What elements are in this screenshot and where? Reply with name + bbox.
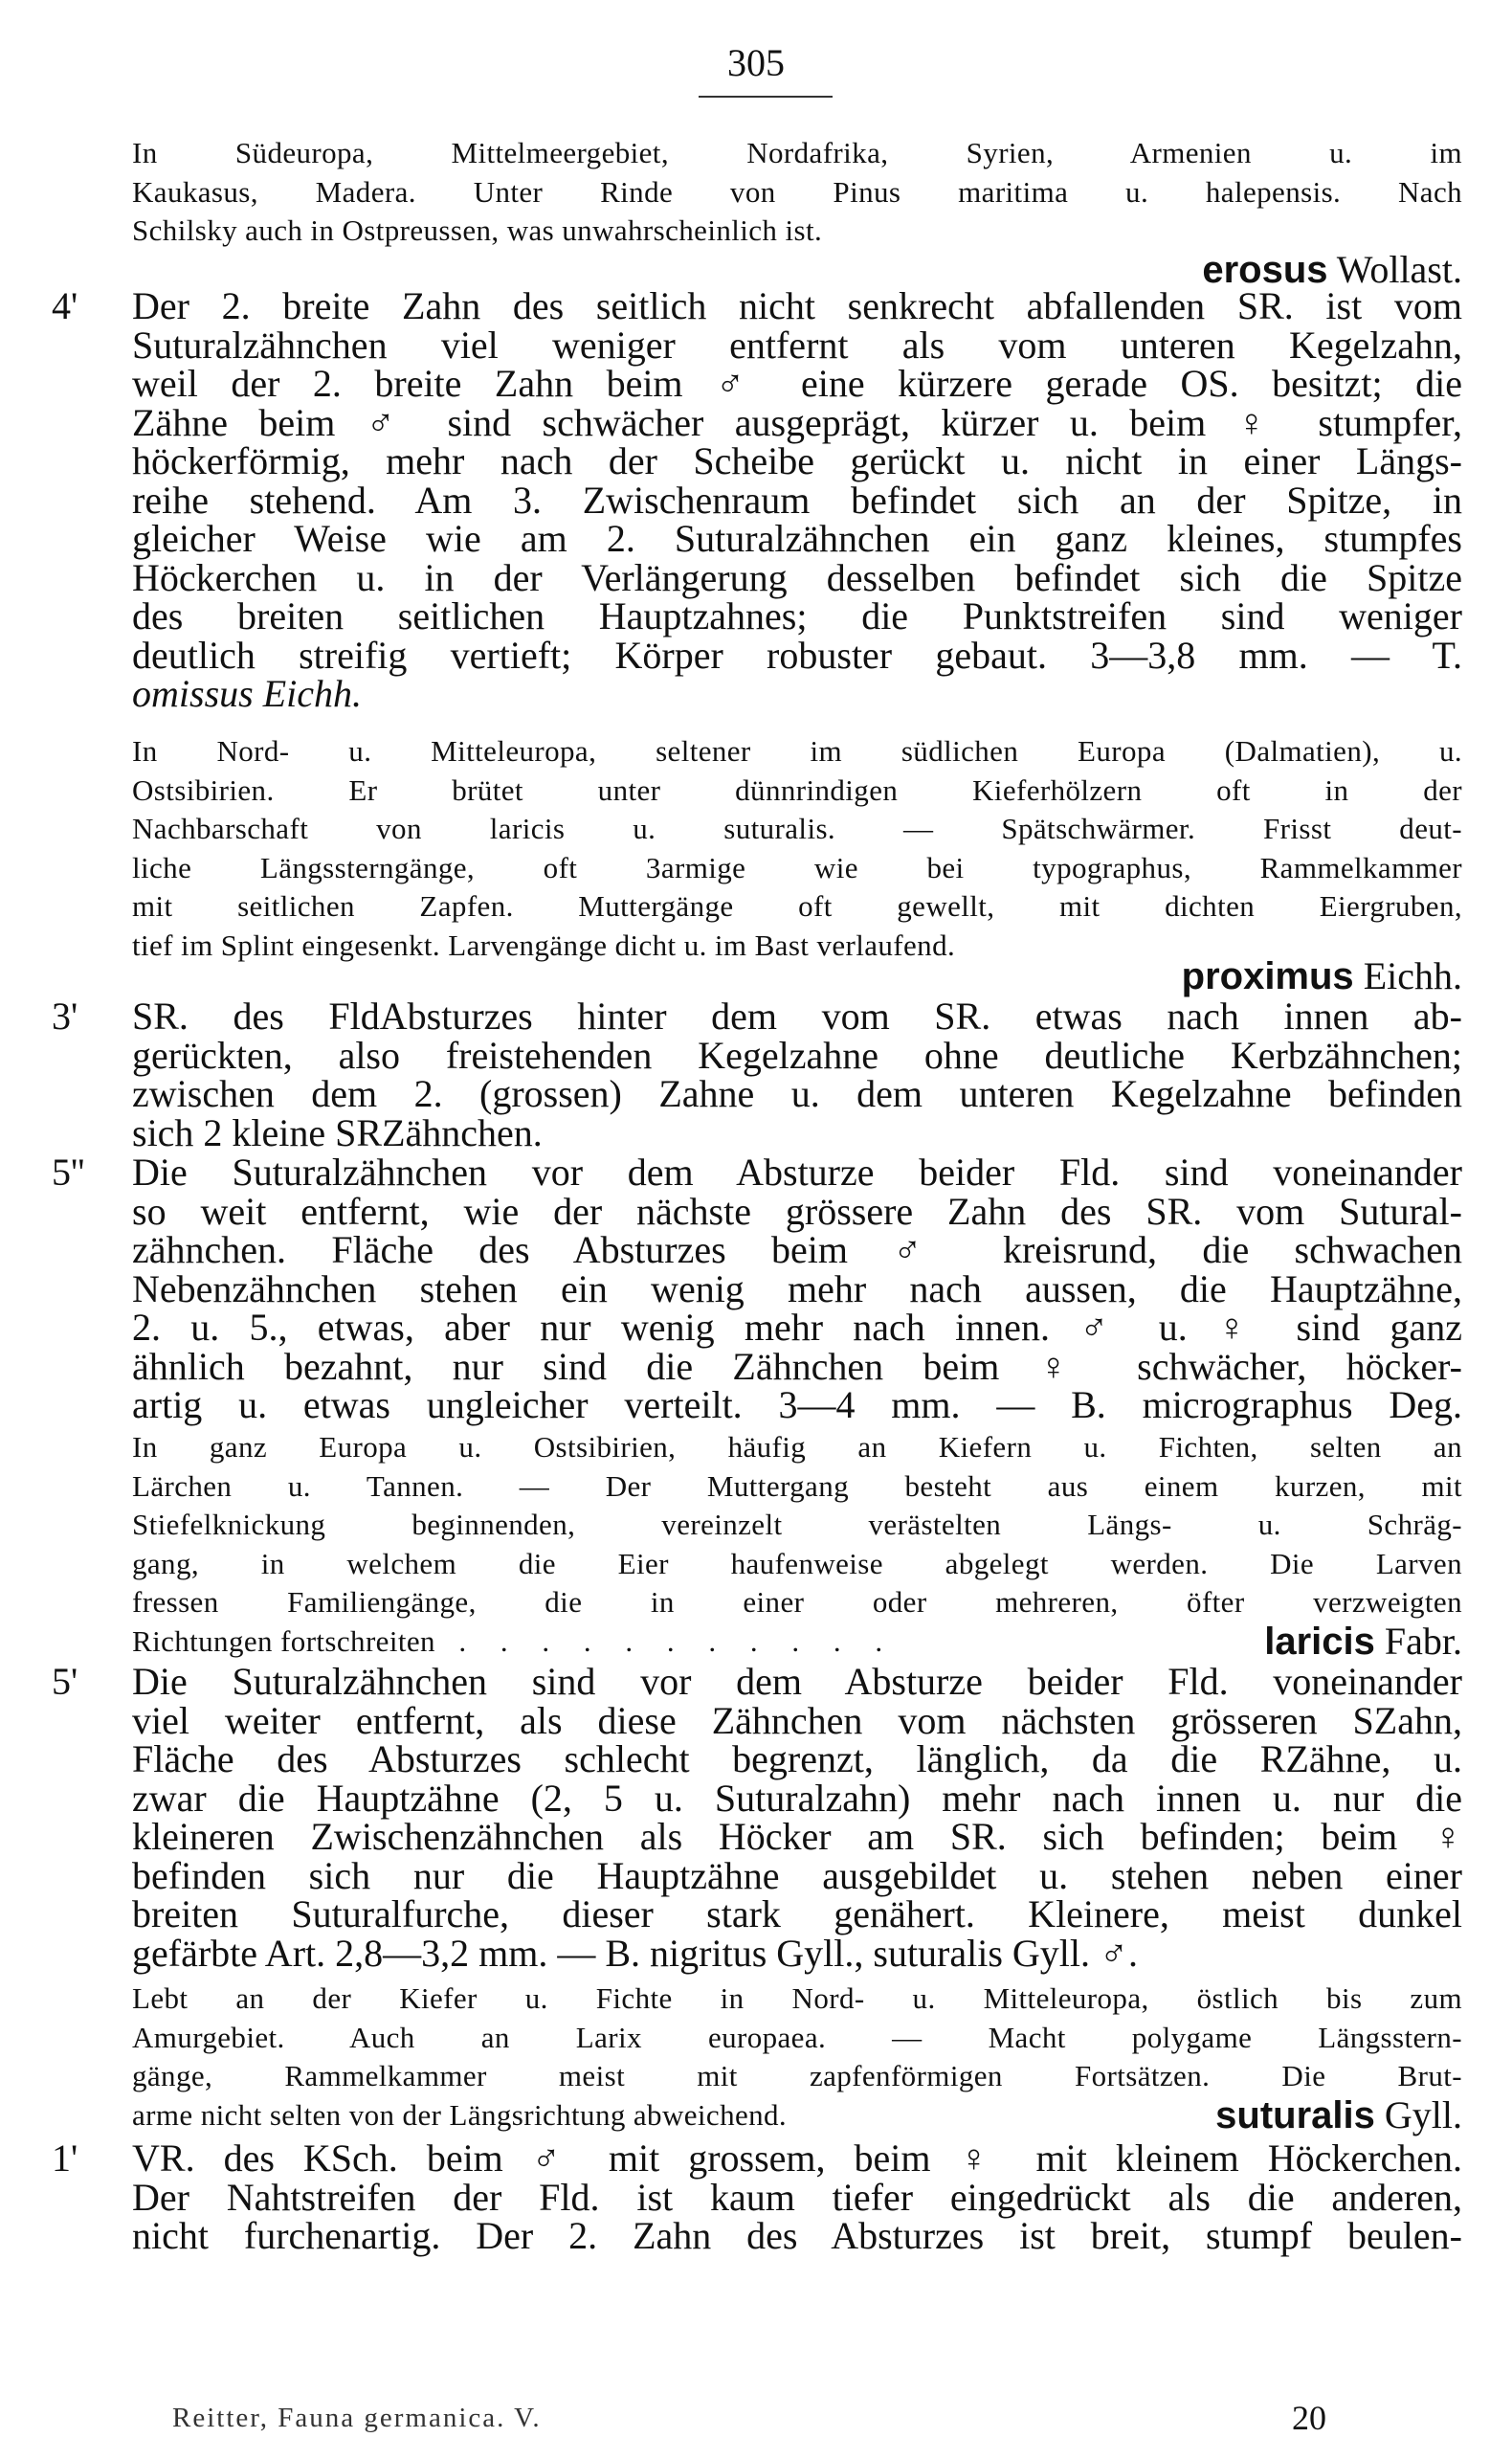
text-line: omissus Eichh. <box>132 672 362 715</box>
text-line: sich 2 kleine SRZähnchen. <box>132 1110 543 1154</box>
couplet-number: 4' <box>52 284 78 327</box>
species-laricis <box>1264 1622 1462 1662</box>
text-line <box>132 1622 1462 1662</box>
species-name: erosus <box>1202 249 1328 291</box>
couplet-5-single <box>132 1660 1462 1975</box>
text-line: gerückten, also freistehenden Kegelzahne ohne deutliche Kerbzähnchen; <box>132 1033 1462 1077</box>
text-line: gefärbte Art. 2,8—3,2 mm. — B. nigritus Gyll., suturalis Gyll. ♂. <box>132 1931 1139 1975</box>
text-line: Die Suturalzähnchen vor dem Absturze beider Fld. sind voneinander <box>132 1151 1462 1194</box>
text-line: des breiten seitlichen Hauptzahnes; die Punktstreifen sind weniger <box>132 594 1462 637</box>
species-name: laricis <box>1264 1621 1375 1663</box>
text-line: Fläche des Absturzes schlecht begrenzt, länglich, da die RZähne, u. <box>132 1737 1462 1780</box>
text-line: zwar die Hauptzähne (2, 5 u. Suturalzahn) mehr nach innen u. nur die <box>132 1776 1462 1820</box>
couplet-5-double <box>132 1153 1462 1425</box>
text-line: Der 2. breite Zahn des seitlich nicht senkrecht abfallenden SR. ist vom <box>132 284 1462 327</box>
species-name: proximus <box>1181 955 1354 997</box>
text-line: VR. des KSch. beim ♂ mit grossem, beim ♀ mit kleinem Höckerchen. <box>132 2136 1462 2180</box>
text-line: In ganz Europa u. Ostsibirien, häufig an Kiefern u. Fichten, selten an <box>132 1430 1462 1464</box>
laricis-text <box>132 1428 1462 1661</box>
text-line: zwischen dem 2. (grossen) Zahne u. dem unteren Kegelzahne befinden <box>132 1072 1462 1115</box>
text-line: Amurgebiet. Auch an Larix europaea. — Macht polygame Längsstern- <box>132 2020 1462 2054</box>
species-author: Eichh. <box>1363 954 1462 997</box>
species-author: Fabr. <box>1384 1620 1462 1663</box>
proximus-text <box>132 732 1462 965</box>
text-line: artig u. etwas ungleicher verteilt. 3—4 mm. — B. micrographus Deg. <box>132 1383 1462 1426</box>
erosus-text <box>132 134 1462 251</box>
text-line: fressen Familiengänge, die in einer oder mehreren, öfter verzweigten <box>132 1585 1462 1619</box>
text-line: arme nicht selten von der Längsrichtung abweichend. <box>132 2097 788 2132</box>
text-line: gang, in welchem die Eier haufenweise abgelegt werden. Die Larven <box>132 1546 1462 1580</box>
text-line: Die Suturalzähnchen sind vor dem Absturze beider Fld. voneinander <box>132 1660 1462 1703</box>
species-suturalis <box>1215 2093 1462 2136</box>
couplet-4 <box>132 284 1462 715</box>
text-line: zähnchen. Fläche des Absturzes beim ♂ kreisrund, die schwachen <box>132 1228 1462 1271</box>
footer-source: Reitter, Fauna germanica. V. <box>172 2403 542 2433</box>
couplet-number: 3' <box>52 995 78 1038</box>
text-line: Kaukasus, Madera. Unter Rinde von Pinus maritima u. halepensis. Nach <box>132 174 1462 209</box>
text-line: SR. des FldAbsturzes hinter dem vom SR. etwas nach innen ab- <box>132 995 1462 1038</box>
line-text: Richtungen fortschreiten <box>132 1623 435 1658</box>
text-line: liche Längssterngänge, oft 3armige wie bei typographus, Rammelkammer <box>132 850 1462 884</box>
text-line: In Nord- u. Mitteleuropa, seltener im südlichen Europa (Dalmatien), u. <box>132 734 1462 768</box>
couplet-number: 5' <box>52 1660 78 1703</box>
species-name: suturalis <box>1215 2094 1375 2136</box>
text-line: ähnlich bezahnt, nur sind die Zähnchen beim ♀ schwächer, höcker- <box>132 1344 1462 1388</box>
footer-page-number: 20 <box>1292 2399 1326 2437</box>
species-author: Wollast. <box>1336 248 1462 291</box>
text-line: Der Nahtstreifen der Fld. ist kaum tiefer eingedrückt als die anderen, <box>132 2175 1462 2219</box>
couplet-3 <box>132 997 1462 1152</box>
text-line: Ostsibirien. Er brütet unter dünnrindigen Kieferhölzern oft in der <box>132 772 1462 807</box>
text-line: mit seitlichen Zapfen. Muttergänge oft gewellt, mit dichten Eiergruben, <box>132 889 1462 923</box>
text-line: weil der 2. breite Zahn beim ♂ eine kürzere gerade OS. besitzt; die <box>132 362 1462 405</box>
text-line: so weit entfernt, wie der nächste grössere Zahn des SR. vom Sutural- <box>132 1189 1462 1233</box>
text-line: Nebenzähnchen stehen ein wenig mehr nach aussen, die Hauptzähne, <box>132 1266 1462 1310</box>
text-line: höckerförmig, mehr nach der Scheibe gerückt u. nicht in einer Längs- <box>132 439 1462 482</box>
text-line: Höckerchen u. in der Verlängerung desselben befindet sich die Spitze <box>132 555 1462 599</box>
couplet-number: 5'' <box>52 1151 85 1194</box>
couplet-1 <box>132 2136 1462 2257</box>
species-proximus <box>1181 954 1462 997</box>
text-line: Lebt an der Kiefer u. Fichte in Nord- u. Mitteleuropa, östlich bis zum <box>132 1981 1462 2015</box>
text-line: Lärchen u. Tannen. — Der Muttergang besteht aus einem kurzen, mit <box>132 1468 1462 1503</box>
text-line: Suturalzähnchen viel weniger entfernt als vom unteren Kegelzahn, <box>132 323 1462 367</box>
text-line: deutlich streifig vertieft; Körper robuster gebaut. 3—3,8 mm. — T. <box>132 633 1462 677</box>
text-line: Schilsky auch in Ostpreussen, was unwahrscheinlich ist. <box>132 213 823 247</box>
text-line: tief im Splint eingesenkt. Larvengänge dicht u. im Bast verlaufend. <box>132 928 956 962</box>
text-line: reihe stehend. Am 3. Zwischenraum befindet sich an der Spitze, in <box>132 478 1462 522</box>
leader-dots: . . . . . . . . . . . <box>458 1623 897 1658</box>
text-line: viel weiter entfernt, als diese Zähnchen vom nächsten grösseren SZahn, <box>132 1698 1462 1742</box>
couplet-number: 1' <box>52 2136 78 2180</box>
text-line: In Südeuropa, Mittelmeergebiet, Nordafrika, Syrien, Armenien u. im <box>132 136 1462 169</box>
text-line: gänge, Rammelkammer meist mit zapfenförmigen Fortsätzen. Die Brut- <box>132 2059 1462 2092</box>
species-author: Gyll. <box>1384 2093 1462 2136</box>
text-line: Zähne beim ♂ sind schwächer ausgeprägt, kürzer u. beim ♀ stumpfer, <box>132 400 1462 444</box>
header-rule <box>699 96 833 98</box>
text-line: kleineren Zwischenzähnchen als Höcker am SR. sich befinden; beim ♀ <box>132 1815 1462 1858</box>
text-line: Stiefelknickung beginnenden, vereinzelt verästelten Längs- u. Schräg- <box>132 1508 1462 1541</box>
page-number: 305 <box>727 41 785 84</box>
text-line: breiten Suturalfurche, dieser stark genähert. Kleinere, meist dunkel <box>132 1892 1462 1935</box>
text-line: 2. u. 5., etwas, aber nur wenig mehr nach innen. ♂ u. ♀ sind ganz <box>132 1306 1462 1349</box>
text-line: Nachbarschaft von laricis u. suturalis. — Spätschwärmer. Frisst deut- <box>132 812 1462 845</box>
text-line: nicht furchenartig. Der 2. Zahn des Absturzes ist breit, stumpf beulen- <box>132 2214 1462 2257</box>
text-line: gleicher Weise wie am 2. Suturalzähnchen ein ganz kleines, stumpfes <box>132 517 1462 560</box>
text-line: befinden sich nur die Hauptzähne ausgebildet u. stehen neben einer <box>132 1853 1462 1897</box>
